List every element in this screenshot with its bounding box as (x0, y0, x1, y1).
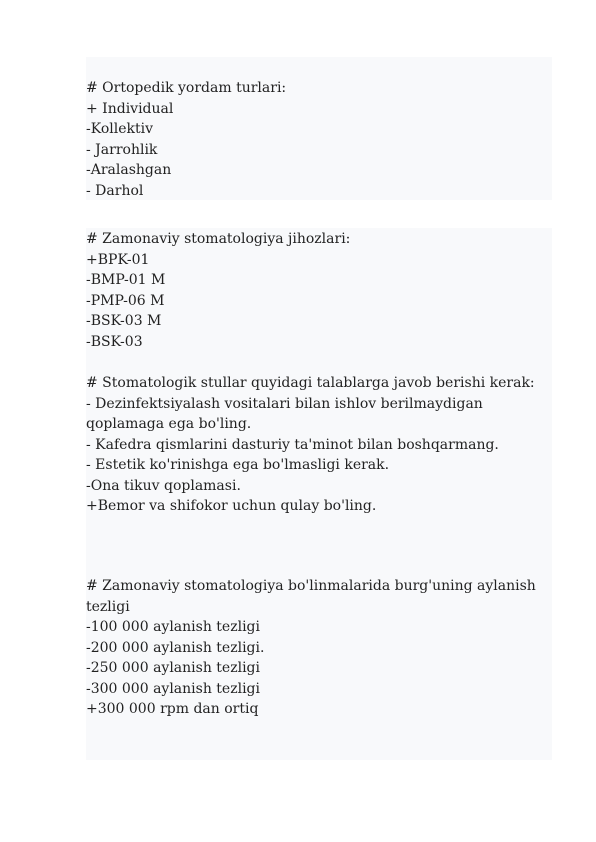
answer-option: - Kafedra qismlarini dasturiy ta'minot bilan boshqarmang. (86, 436, 499, 453)
answer-option: -Ona tikuv qoplamasi. (86, 477, 241, 494)
question-stomatologiya-jihozlari (86, 229, 548, 352)
answer-option: -BMP-01 M (86, 272, 166, 288)
answer-option: +Bemor va shifokor uchun qulay bo'ling. (86, 498, 377, 514)
question-heading: # Zamonaviy stomatologiya bo'linmalarida burg'uning aylanish tezligi (86, 578, 541, 615)
answer-option: - Darhol (86, 182, 144, 199)
question-heading: # Zamonaviy stomatologiya jihozlari: (86, 231, 351, 247)
answer-option: -PMP-06 M (86, 292, 165, 309)
answer-option: -BSK-03 M (86, 313, 162, 329)
answer-option: -100 000 aylanish tezligi (86, 619, 260, 635)
answer-option: +300 000 rpm dan ortiq (86, 701, 259, 717)
question-burg-aylanish-tezligi (86, 576, 548, 720)
answer-option: - Estetik ko'rinishga ega bo'lmasligi kerak. (86, 457, 390, 473)
answer-option: +BPK-01 (86, 251, 150, 268)
question-heading: # Ortopedik yordam turlari: (86, 80, 287, 96)
question-heading: # Stomatologik stullar quyidagi talablarga javob berishi kerak: (86, 375, 535, 391)
answer-option: -Kollektiv (86, 121, 153, 137)
answer-option: + Individual (86, 100, 174, 117)
answer-option: -200 000 aylanish tezligi. (86, 639, 265, 656)
answer-option: - Dezinfektsiyalash vositalari bilan ishlov berilmaydigan qoplamaga ega bo'ling. (86, 395, 488, 432)
question-ortopedik-yordam (86, 78, 548, 201)
question-stomatologik-stullar (86, 373, 548, 517)
answer-option: -Aralashgan (86, 162, 172, 178)
answer-option: - Jarrohlik (86, 141, 158, 158)
answer-option: -300 000 aylanish tezligi (86, 680, 260, 697)
answer-option: -250 000 aylanish tezligi (86, 660, 260, 676)
answer-option: -BSK-03 (86, 333, 143, 350)
